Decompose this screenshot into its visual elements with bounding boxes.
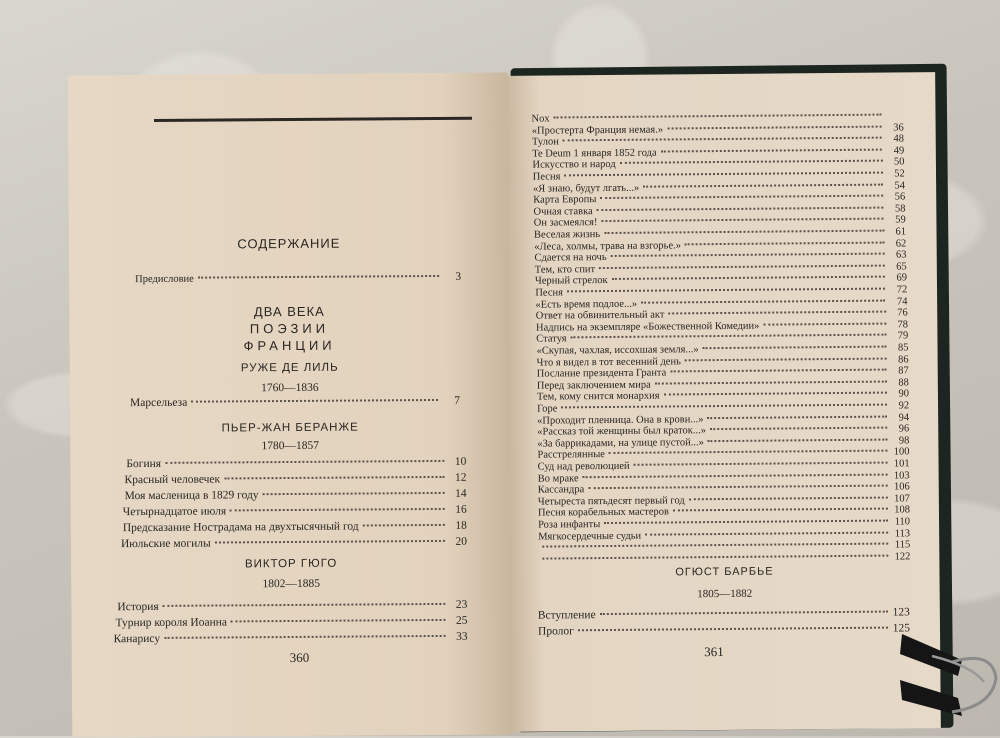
leader-dots (685, 241, 884, 245)
entry-title: Сдается на ночь (534, 252, 606, 264)
toc-entry (115, 615, 467, 629)
entry-page: 94 (891, 412, 909, 423)
entry-page: 98 (891, 435, 909, 446)
entry-page: 65 (889, 261, 907, 272)
leader-dots (600, 611, 888, 616)
leader-dots (263, 492, 445, 495)
entry-title: Карта Европы (533, 194, 596, 206)
entry-title: Канарису (114, 633, 161, 645)
entry-title: Кассандра (538, 484, 585, 495)
entry-title: Nox (531, 114, 549, 125)
entry-title: «Скупая, чахлая, иссохшая земля...» (537, 344, 699, 356)
toc-entry (123, 504, 467, 518)
leader-dots (191, 399, 438, 403)
entry-title: История (117, 601, 158, 613)
section-title-line3: ФРАНЦИИ (70, 336, 510, 354)
author-name: ОГЮСТ БАРБЬЕ (509, 564, 939, 580)
entry-title: Тем, кому снится монархия (537, 391, 660, 403)
leader-dots (554, 114, 882, 119)
leader-dots (673, 508, 888, 512)
leader-dots (564, 172, 882, 177)
author-name: РУЖЕ ДЕ ЛИЛЬ (70, 360, 510, 375)
entry-page: 72 (889, 284, 907, 295)
entry-title: Веселая жизнь (534, 229, 600, 241)
entry-page: 92 (891, 400, 909, 411)
entry-title: Пролог (538, 625, 574, 637)
leader-dots (620, 160, 883, 164)
toc-entry (538, 606, 910, 621)
binder-clip-icon (892, 620, 1000, 736)
entry-page: 7 (442, 395, 460, 407)
entry-page: 63 (888, 250, 906, 261)
entry-title: Предсказание Нострадама на двухтысячный год (123, 521, 359, 535)
leader-dots (601, 218, 883, 222)
entry-title: Марсельеза (130, 397, 187, 409)
entry-title: Предисловие (135, 274, 194, 285)
entry-title: Роза инфанты (538, 519, 600, 531)
leader-dots (689, 496, 888, 500)
leader-dots (609, 450, 888, 454)
entry-title: Июльские могилы (121, 538, 211, 551)
toc-entry (121, 536, 467, 550)
entry-page: 61 (888, 226, 906, 237)
entry-title: Песня корабельных мастеров (538, 507, 669, 519)
entry-title: «Простерта Франция немая.» (532, 124, 663, 136)
leader-dots (561, 404, 887, 409)
leader-dots (363, 524, 445, 527)
entry-title: Во мраке (538, 473, 579, 484)
contents-heading: СОДЕРЖАНИЕ (69, 234, 509, 252)
left-page (68, 72, 513, 737)
toc-entry (125, 488, 467, 502)
leader-dots (599, 264, 885, 268)
leader-dots (612, 276, 885, 280)
entry-page: 74 (889, 296, 907, 307)
entry-title: Перед заключением мира (537, 379, 651, 391)
toc-entry (117, 599, 467, 613)
entry-title: Мягкосердечные судьи (538, 530, 641, 542)
entry-page: 103 (892, 470, 910, 481)
leader-dots (643, 183, 883, 187)
leader-dots (215, 540, 445, 544)
entry-page: 20 (449, 536, 467, 548)
leader-dots (634, 462, 888, 466)
entry-title: Он засмеялся! (534, 217, 598, 229)
leader-dots (588, 485, 887, 490)
leader-dots (563, 137, 882, 142)
entry-title: Надпись на экземпляре «Божественной Комедии» (536, 320, 759, 333)
section-title-line2: ПОЭЗИИ (69, 319, 509, 337)
entry-page: 18 (449, 520, 467, 532)
leader-dots (583, 473, 888, 478)
leader-dots (567, 288, 885, 293)
entry-title: «Есть время подлое...» (535, 298, 637, 310)
leader-dots (641, 299, 885, 303)
entry-page: 59 (888, 215, 906, 226)
leader-dots (708, 438, 888, 442)
entry-title: Черный стрелок (535, 275, 608, 287)
entry-title: Ответ на обвинительный акт (536, 310, 665, 322)
entry-title: Тем, кто спит (535, 264, 595, 276)
entry-page: 123 (892, 606, 910, 618)
leader-dots (224, 476, 444, 480)
author-years: 1760—1836 (70, 380, 510, 395)
entry-page: 108 (892, 505, 910, 516)
entry-title: Четыреста пятьдесят первый год (538, 495, 685, 507)
entry-title: Песня (535, 287, 563, 298)
entry-page: 110 (892, 516, 910, 527)
entry-page: 25 (449, 615, 467, 627)
entry-title: «Я знаю, будут лгать...» (533, 182, 639, 194)
leader-dots (661, 148, 883, 152)
toc-entry (130, 395, 460, 409)
entry-page: 52 (887, 168, 905, 179)
leader-dots (685, 357, 887, 361)
entry-page: 87 (891, 366, 909, 377)
entry-page: 49 (886, 145, 904, 156)
author-years: 1805—1882 (510, 586, 940, 602)
leader-dots (655, 380, 887, 384)
entry-title: Te Deum 1 января 1852 года (532, 147, 656, 159)
entry-page: 107 (892, 493, 910, 504)
entry-title: Горе (537, 403, 557, 414)
entry-title: Суд над революцией (538, 461, 630, 473)
entry-title: Послание президента Гранта (537, 368, 667, 380)
entry-title: Четырнадцатое июля (123, 505, 226, 518)
leader-dots (663, 392, 886, 396)
entry-page: 115 (892, 540, 910, 551)
entry-page: 85 (890, 342, 908, 353)
entry-page: 78 (890, 319, 908, 330)
entry-title: Тулон (532, 137, 559, 148)
toc-entry (124, 472, 466, 486)
leader-dots (578, 627, 888, 632)
leader-dots (668, 311, 885, 315)
author-years: 1780—1857 (70, 438, 510, 453)
page-number: 361 (704, 644, 724, 660)
entry-page: 58 (887, 203, 905, 214)
entry-title: Искусство и народ (532, 159, 615, 171)
leader-dots (164, 635, 446, 639)
entry-title: Вступление (538, 609, 596, 622)
leader-dots (597, 206, 884, 211)
entry-title: Что я видел в тот весенний день (537, 356, 681, 368)
page-number: 360 (290, 650, 310, 666)
leader-dots (604, 520, 888, 524)
entry-page: 50 (886, 157, 904, 168)
entry-page: 48 (886, 134, 904, 145)
entry-page: 100 (891, 447, 909, 458)
entry-page: 101 (891, 458, 909, 469)
entry-page: 16 (449, 504, 467, 516)
entry-page: 106 (892, 482, 910, 493)
entry-page: 90 (891, 389, 909, 400)
leader-dots (230, 508, 445, 511)
leader-dots (670, 369, 886, 373)
entry-page: 10 (448, 456, 466, 468)
entry-page: 86 (891, 354, 909, 365)
preface-entry (135, 271, 461, 285)
toc-entry (114, 631, 468, 645)
toc-entry (126, 456, 466, 470)
leader-dots (667, 125, 882, 129)
entry-title: «Леса, холмы, трава на взгорье.» (534, 240, 681, 252)
entry-title: «Рассказ той женщины был краток...» (537, 425, 706, 437)
entry-title: Статуя (536, 334, 566, 345)
entry-page: 36 (886, 122, 904, 133)
entry-page: 33 (450, 631, 468, 643)
section-title-line1: ДВА ВЕКА (69, 302, 509, 320)
entry-page: 76 (890, 308, 908, 319)
entry-page: 54 (887, 180, 905, 191)
entry-page: 69 (889, 273, 907, 284)
entry-title: Расстрелянные (537, 449, 605, 461)
top-rule (154, 117, 472, 122)
leader-dots (611, 253, 885, 257)
entry-page: 3 (443, 271, 461, 283)
leader-dots (703, 346, 887, 350)
leader-dots (645, 531, 888, 535)
entry-page: 23 (449, 599, 467, 611)
author-years: 1802—1885 (71, 576, 511, 591)
toc-entry (123, 520, 467, 534)
entry-page: 79 (890, 331, 908, 342)
entry-title: Красный человечек (124, 473, 220, 486)
entry-page: 12 (448, 472, 466, 484)
entry-title: «За баррикадами, на улице пустой...» (537, 437, 704, 449)
toc-entry (538, 622, 910, 637)
author-name: ПЬЕР-ЖАН БЕРАНЖЕ (70, 420, 510, 435)
leader-dots (198, 275, 439, 279)
entry-page: 96 (891, 424, 909, 435)
toc-entry (538, 551, 910, 565)
leader-dots (231, 619, 446, 622)
entry-page: 14 (449, 488, 467, 500)
entry-title: Богиня (126, 458, 161, 470)
entry-page: 62 (888, 238, 906, 249)
entry-page: 122 (892, 551, 910, 562)
leader-dots (542, 554, 888, 559)
entry-title: Песня (533, 171, 561, 182)
right-page (505, 72, 941, 732)
author-name: ВИКТОР ГЮГО (71, 556, 511, 571)
entry-page: 125 (892, 622, 910, 634)
leader-dots (604, 230, 884, 234)
leader-dots (707, 415, 887, 419)
entry-title: Очная ставка (533, 206, 592, 218)
leader-dots (165, 460, 444, 464)
leader-dots (600, 195, 883, 199)
entry-page: 88 (891, 377, 909, 388)
entry-page: 56 (887, 192, 905, 203)
entry-page: 113 (892, 528, 910, 539)
entry-title: Моя масленица в 1829 году (125, 489, 259, 502)
entry-title: «Проходит пленница. Она в крови...» (537, 414, 703, 426)
leader-dots (710, 427, 887, 431)
leader-dots (571, 334, 887, 339)
leader-dots (163, 603, 446, 607)
leader-dots (542, 543, 888, 548)
leader-dots (763, 322, 886, 325)
entry-title: Турнир короля Иоанна (115, 616, 227, 629)
